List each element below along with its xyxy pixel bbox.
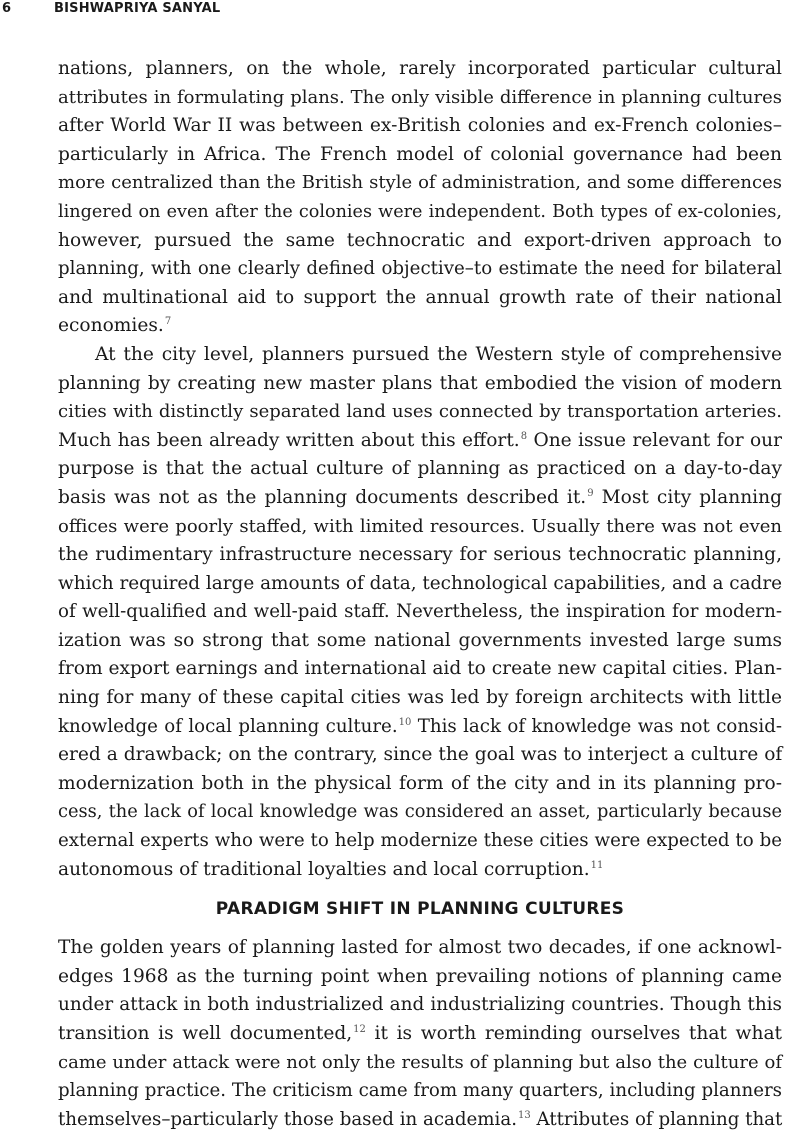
text-line: At the city level, planners pursued the Western style of comprehensive — [95, 343, 782, 365]
text-line: however, pursued the same technocratic and export-driven approach to — [58, 229, 782, 251]
text-line: under attack in both industrialized and industrializing countries. Though this — [58, 994, 782, 1016]
text-line — [58, 1020, 782, 1049]
text-segment: basis was not as the planning documents described it. — [58, 486, 587, 508]
text-line: external experts who were to help modernize these cities were expected to be — [58, 830, 782, 852]
text-segment: autonomous of traditional loyalties and local corruption. — [58, 858, 590, 880]
text-line — [58, 312, 782, 341]
text-line: the rudimentary infrastructure necessary for serious technocratic planning, — [58, 544, 782, 566]
text-line — [58, 1106, 782, 1135]
text-line: more centralized than the British style of administration, and some differences — [58, 172, 782, 194]
text-line: of well-qualified and well-paid staff. Nevertheless, the inspiration for modern- — [58, 601, 782, 623]
text-line: cities with distinctly separated land uses connected by transportation arteries. — [58, 401, 782, 423]
text-line: after World War II was between ex-British colonies and ex-French colonies– — [58, 115, 782, 137]
text-line — [58, 713, 782, 742]
text-line: and multinational aid to support the annual growth rate of their national — [58, 286, 782, 308]
text-segment: Most city planning — [593, 486, 782, 508]
body-text — [58, 55, 782, 1134]
text-segment: economies. — [58, 315, 164, 337]
footnote-marker: 9 — [587, 487, 594, 499]
text-line: planning by creating new master plans that embodied the vision of modern — [58, 372, 782, 394]
footnote-marker: 13 — [517, 1109, 531, 1121]
text-line: purpose is that the actual culture of planning as practiced on a day-to-day — [58, 458, 782, 480]
text-line: The golden years of planning lasted for almost two decades, if one acknowl- — [58, 937, 782, 959]
text-segment: transition is well documented, — [58, 1023, 353, 1044]
footnote-marker: 7 — [164, 316, 172, 328]
footnote-marker: 11 — [590, 859, 604, 871]
footnote-marker: 12 — [353, 1024, 366, 1035]
text-segment: it is worth reminding ourselves that what — [365, 1023, 782, 1044]
running-head — [0, 0, 220, 16]
text-line: ization was so strong that some national governments invested large sums — [58, 629, 782, 651]
text-line: lingered on even after the colonies were independent. Both types of ex-colonies, — [58, 201, 782, 222]
text-line: cess, the lack of local knowledge was considered an asset, particularly because — [58, 801, 782, 823]
page-number: 6 — [2, 0, 12, 16]
footnote-marker: 10 — [398, 716, 412, 728]
text-line: planning, with one clearly defined objective–to estimate the need for bilateral — [58, 258, 782, 280]
text-line — [58, 427, 782, 456]
running-head-author: BISHWAPRIYA SANYAL — [54, 0, 221, 16]
text-line — [58, 484, 782, 513]
text-line: came under attack were not only the results of planning but also the culture of — [58, 1051, 782, 1073]
text-line: modernization both in the physical form of the city and in its planning pro- — [58, 772, 782, 794]
text-line: ered a drawback; on the contrary, since the goal was to interject a culture of — [58, 744, 783, 766]
text-line: nations, planners, on the whole, rarely incorporated particular cultural — [58, 58, 782, 79]
paragraph-1 — [58, 55, 782, 341]
text-line — [58, 856, 782, 885]
text-segment: This lack of knowledge was not consid- — [411, 715, 782, 737]
paragraph-2 — [58, 341, 782, 884]
text-line: edges 1968 as the turning point when prevailing notions of planning came — [58, 965, 782, 987]
text-line: ning for many of these capital cities was led by foreign architects with little — [58, 687, 782, 709]
text-line: from export earnings and international aid to create new capital cities. Plan- — [58, 658, 783, 680]
text-segment: One issue relevant for our — [527, 429, 783, 451]
text-line: planning practice. The criticism came from many quarters, including planners — [58, 1080, 782, 1102]
section-heading: PARADIGM SHIFT IN PLANNING CULTURES — [215, 899, 625, 920]
text-segment: Attributes of planning that — [530, 1108, 783, 1130]
text-segment: Much has been already written about this effort. — [58, 429, 520, 451]
text-segment: knowledge of local planning culture. — [58, 715, 398, 737]
footnote-marker: 8 — [520, 430, 528, 442]
text-line: which required large amounts of data, technological capabilities, and a cadre — [58, 572, 782, 594]
text-line: attributes in formulating plans. The only visible difference in planning cultures — [58, 86, 782, 108]
text-line: particularly in Africa. The French model of colonial governance had been — [58, 143, 782, 165]
text-line: offices were poorly staffed, with limited resources. Usually there was not even — [58, 515, 782, 537]
text-segment: themselves–particularly those based in academia. — [58, 1108, 517, 1130]
paragraph-3 — [58, 934, 782, 1134]
